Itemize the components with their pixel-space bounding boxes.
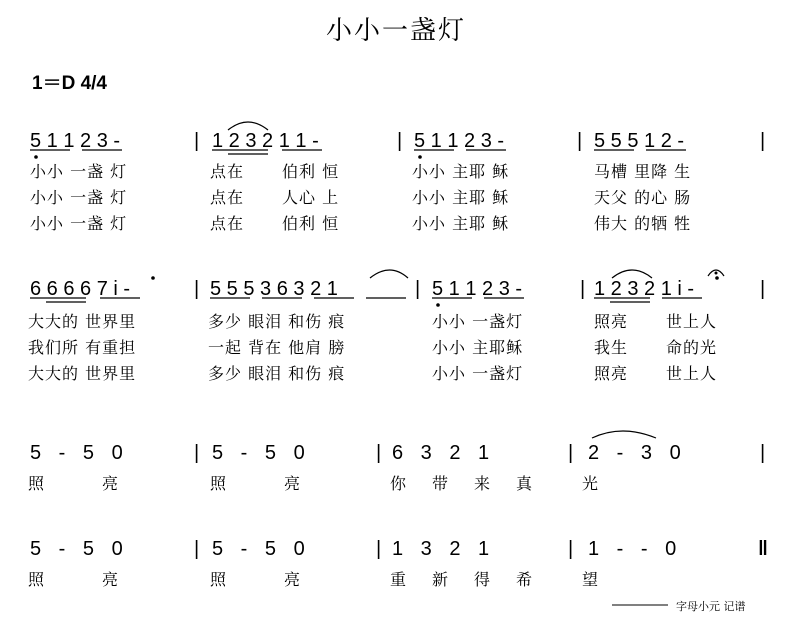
lyric-syllable: 重	[390, 570, 408, 589]
octave-dot	[34, 155, 38, 159]
lyric-phrase: 小小 一盏 灯	[30, 162, 128, 181]
lyric-phrase: 多少 眼泪 和伤 痕	[208, 312, 346, 331]
lyric-phrase: 多少 眼泪 和伤 痕	[208, 364, 346, 383]
barline: |	[760, 130, 766, 152]
lyric-phrase: 伯利 恒	[282, 162, 340, 181]
lyric-syllable: 来	[474, 474, 492, 493]
measure-7: 5 1 1 2 3 -	[432, 278, 523, 300]
measure-3: 5 1 1 2 3 -	[414, 130, 505, 152]
barline: |	[194, 538, 200, 560]
barline: |	[415, 278, 421, 300]
lyric-phrase: 一起 背在 他肩 膀	[208, 338, 346, 357]
lyric-syllable: 希	[516, 570, 534, 589]
fermata-dot	[715, 272, 718, 275]
measure-16: 1 - - 0	[588, 538, 683, 560]
song-title: 小小一盏灯	[325, 16, 466, 46]
lyric-phrase: 大大的 世界里	[28, 312, 137, 331]
octave-dot	[715, 276, 719, 280]
measure-4: 5 5 5 1 2 -	[594, 130, 685, 152]
lyric-phrase: 小小 一盏灯	[432, 364, 524, 383]
lyric-phrase: 小小 主耶 稣	[412, 162, 510, 181]
octave-dot	[418, 155, 422, 159]
barline: |	[580, 278, 586, 300]
lyric-syllable: 望	[582, 570, 600, 589]
transcriber-credit: 字母小元 记谱	[676, 600, 746, 613]
lyric-phrase: 我生	[594, 338, 629, 357]
lyric-syllable: 新	[432, 570, 450, 589]
lyric-phrase: 天父 的心 肠	[594, 188, 692, 207]
measure-15: 1 3 2 1	[392, 538, 496, 560]
lyric-phrase: 小小 一盏灯	[432, 312, 524, 331]
measure-6: 5 5 5 3 6 3 2 1	[210, 278, 338, 300]
lyric-phrase: 点在	[210, 162, 245, 181]
lyric-syllable: 光	[582, 474, 600, 493]
measure-10: 5 - 5 0	[212, 442, 311, 464]
measure-13: 5 - 5 0	[30, 538, 129, 560]
final-barline: ‖	[758, 538, 768, 560]
barline: |	[568, 442, 574, 464]
octave-dot	[151, 276, 155, 280]
barline: |	[194, 442, 200, 464]
lyric-phrase: 我们所 有重担	[28, 338, 137, 357]
lyric-phrase: 照亮	[594, 364, 629, 383]
lyric-syllable: 带	[432, 474, 450, 493]
lyric-phrase: 小小 一盏 灯	[30, 214, 128, 233]
measure-2: 1 2 3 2 1 1 -	[212, 130, 319, 152]
barline: |	[760, 442, 766, 464]
measure-5: 6 6 6 6 7 i -	[30, 278, 131, 300]
barline: |	[376, 538, 382, 560]
lyric-phrase: 照亮	[594, 312, 629, 331]
slur	[592, 431, 656, 438]
lyric-phrase: 小小 一盏 灯	[30, 188, 128, 207]
lyric-syllable: 得	[474, 570, 492, 589]
lyric-syllable: 亮	[102, 474, 120, 493]
lyric-syllable: 照	[210, 570, 228, 589]
measure-1: 5 1 1 2 3 -	[30, 130, 121, 152]
lyric-syllable: 照	[28, 474, 46, 493]
lyric-phrase: 大大的 世界里	[28, 364, 137, 383]
lyric-syllable: 亮	[284, 570, 302, 589]
barline: |	[760, 278, 766, 300]
lyric-syllable: 你	[390, 474, 408, 493]
barline: |	[194, 278, 200, 300]
measure-11: 6 3 2 1	[392, 442, 496, 464]
barline: |	[194, 130, 200, 152]
measure-9: 5 - 5 0	[30, 442, 129, 464]
barline: |	[568, 538, 574, 560]
lyric-syllable: 亮	[102, 570, 120, 589]
octave-dot	[436, 303, 440, 307]
slur	[370, 270, 408, 278]
lyric-phrase: 小小 主耶 稣	[412, 188, 510, 207]
lyric-phrase: 人心 上	[282, 188, 340, 207]
lyric-syllable: 照	[28, 570, 46, 589]
barline: |	[376, 442, 382, 464]
lyric-syllable: 亮	[284, 474, 302, 493]
lyric-phrase: 点在	[210, 188, 245, 207]
measure-8: 1 2 3 2 1 i -	[594, 278, 695, 300]
barline: |	[577, 130, 583, 152]
lyric-phrase: 命的光	[666, 338, 718, 357]
lyric-phrase: 马槽 里降 生	[594, 162, 692, 181]
slur	[612, 270, 652, 278]
key-signature: 1＝D 4/4	[32, 73, 107, 94]
barline: |	[397, 130, 403, 152]
measure-14: 5 - 5 0	[212, 538, 311, 560]
lyric-phrase: 小小 主耶 稣	[412, 214, 510, 233]
lyric-phrase: 世上人	[666, 364, 718, 383]
lyric-phrase: 小小 主耶稣	[432, 338, 524, 357]
lyric-phrase: 伟大 的牺 牲	[594, 214, 692, 233]
measure-12: 2 - 3 0	[588, 442, 687, 464]
lyric-phrase: 点在	[210, 214, 245, 233]
lyric-syllable: 照	[210, 474, 228, 493]
lyric-syllable: 真	[516, 474, 534, 493]
lyric-phrase: 伯利 恒	[282, 214, 340, 233]
lyric-phrase: 世上人	[666, 312, 718, 331]
slur	[228, 122, 268, 130]
